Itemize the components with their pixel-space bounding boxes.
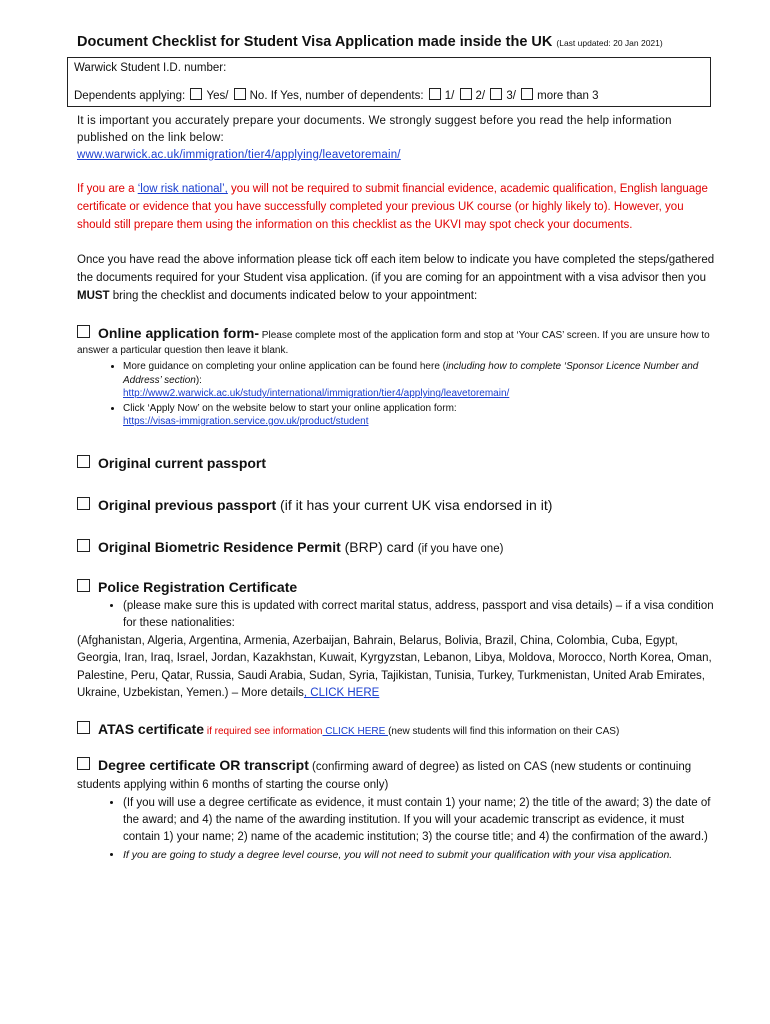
- bullet-italic: including how to complete ‘Sponsor Licence Number and Address’ section: [123, 361, 699, 386]
- stop-at-cas-text: stop at ‘Your CAS’ screen: [483, 330, 597, 341]
- opt4-label: more than 3: [537, 90, 599, 102]
- online-form-dash: -: [254, 325, 260, 341]
- dependents-row: [74, 88, 704, 102]
- warning-post: you will not be required to submit financial evidence, academic qualification, English language certificate or evidence that you have successfully completed your previous UK course (or highly likely to). However, you should still prepare them using the information on this checklist as the UKVI may spot check your documents.: [77, 183, 708, 231]
- low-risk-national-link[interactable]: ‘low risk national’,: [137, 183, 228, 195]
- police-heading: Police Registration Certificate: [98, 578, 298, 595]
- student-info-box: [67, 57, 711, 107]
- degree-heading: Degree certificate OR transcript: [98, 756, 309, 773]
- brp-rest: (BRP) card: [340, 538, 418, 555]
- passport-checkbox[interactable]: [77, 455, 90, 468]
- opt1-label: 1/: [444, 90, 455, 102]
- dependents-1-checkbox[interactable]: [429, 88, 441, 100]
- prev-passport-checkbox[interactable]: [77, 497, 90, 510]
- bullet-text-post: ):: [195, 374, 202, 386]
- low-risk-warning: [77, 180, 717, 234]
- online-form-section: [77, 325, 717, 429]
- police-checkbox[interactable]: [77, 579, 90, 592]
- title-text: Document Checklist for Student Visa Application made inside the UK: [77, 34, 553, 50]
- online-form-heading: Online application form: [98, 325, 255, 341]
- bullet-text: Click ‘Apply Now’ on the website below to start your online application form:: [123, 402, 457, 414]
- online-form-bullets: [77, 360, 717, 429]
- online-form-checkbox[interactable]: [77, 325, 90, 338]
- once-pre: Once you have read the above information please tick off each item below to indicate you have completed the steps/gathered the documents required for your Student visa application. (if you are coming for an appointment with a visa advisor then you: [77, 254, 715, 284]
- atas-click-here-link[interactable]: CLICK HERE: [322, 725, 389, 737]
- nations-text: (Afghanistan, Algeria, Argentina, Armenia, Azerbaijan, Bahrain, Belarus, Bolivia, Brazil, China, Colombia, Cuba, Egypt, Georgia, Iran, Iraq, Israel, Jordan, Kazakhstan, Kuwait, Kyrgyzstan, Lebanon, Libya, Moldova, Morocco, North Korea, Oman, Palestine, Peru, Qatar, Russia, Saudi Arabia, Sudan, Syria, Tajikistan, Tunisia, Turkey, Turkmenistan, United Arab Emirates, Ukraine, Uzbekistan, Yemen.) – More details: [77, 634, 712, 699]
- list-item: • (If you will use a degree certificate as evidence, it must contain 1) your name; 2) the title of the award; 3) the date of the award; and 4) the name of the awarding institution. If you will your academic transcript as evidence, it must contain 1) your name; 2) name of the academic institution; 3) the course title; and 4) the confirmation of the award.): [123, 795, 717, 846]
- no-label: No. If Yes, number of dependents:: [249, 90, 424, 102]
- once-post: bring the checklist and documents indicated below to your appointment:: [109, 290, 478, 302]
- intro-text: It is important you accurately prepare your documents. We strongly suggest before you read the help information published on the link below:: [77, 115, 672, 144]
- dependents-no-checkbox[interactable]: [234, 88, 246, 100]
- guidance-link[interactable]: http://www2.warwick.ac.uk/study/international/immigration/tier4/applying/leavetoremain/: [123, 388, 510, 399]
- degree-bullets: [77, 795, 717, 864]
- student-id-label: Warwick Student I.D. number:: [74, 62, 227, 74]
- online-form-desc: Please complete most of the application form and: [259, 330, 484, 341]
- police-click-here-link[interactable]: , CLICK HERE: [303, 687, 380, 699]
- online-form-desc-post: . If you are unsure how to answer a particular question then leave it blank.: [77, 330, 710, 356]
- brp-checkbox[interactable]: [77, 539, 90, 552]
- prev-passport-heading: Original previous passport: [98, 496, 277, 513]
- atas-section: [77, 721, 717, 739]
- atas-checkbox[interactable]: [77, 721, 90, 734]
- atas-heading: ATAS certificate: [98, 720, 205, 737]
- nationalities-list: [77, 633, 717, 703]
- apply-now-link[interactable]: https://visas-immigration.service.gov.uk/product/student: [123, 416, 369, 427]
- list-item: [123, 360, 717, 401]
- warning-pre: If you are a: [77, 183, 138, 195]
- list-item: • (please make sure this is updated with correct marital status, address, passport and visa details) – if a visa condition for these nationalities:: [123, 598, 717, 632]
- instructions-paragraph: [77, 251, 717, 305]
- atas-red-text: if required see information: [204, 725, 323, 737]
- atas-rest: (new students will find this information on their CAS): [388, 725, 620, 737]
- prev-passport-section: [77, 497, 717, 515]
- brp-small: (if you have one): [417, 542, 504, 555]
- yes-label: Yes/: [206, 90, 229, 102]
- opt3-label: 3/: [506, 90, 516, 102]
- page-title: [77, 34, 717, 51]
- degree-rest: (confirming award of degree) as listed on CAS (new students or continuing students applying within 6 months of starting the course only): [77, 760, 692, 791]
- dependents-yes-checkbox[interactable]: [190, 88, 202, 100]
- document-page: [74, 34, 717, 865]
- passport-heading: Original current passport: [98, 454, 267, 471]
- list-item: • If you are going to study a degree level course, you will not need to submit your qualification with your visa application.: [123, 847, 717, 864]
- list-item: [123, 402, 717, 429]
- dependents-3-checkbox[interactable]: [490, 88, 502, 100]
- bullet-text: More guidance on completing your online application can be found here (: [123, 361, 446, 372]
- intro-paragraph: [77, 113, 717, 164]
- dependents-2-checkbox[interactable]: [460, 88, 472, 100]
- dependents-more-checkbox[interactable]: [521, 88, 533, 100]
- prev-passport-rest: (if it has your current UK visa endorsed in it): [276, 496, 553, 513]
- police-bullets: [77, 598, 717, 632]
- leave-to-remain-link[interactable]: www.warwick.ac.uk/immigration/tier4/applying/leavetoremain/: [77, 149, 401, 161]
- dependents-label: Dependents applying:: [74, 90, 186, 102]
- last-updated: (Last updated: 20 Jan 2021): [556, 38, 663, 48]
- brp-heading: Original Biometric Residence Permit: [98, 538, 341, 555]
- degree-section: [77, 756, 717, 864]
- passport-section: [77, 455, 717, 473]
- degree-checkbox[interactable]: [77, 757, 90, 770]
- brp-section: [77, 539, 717, 557]
- must-text: MUST: [77, 290, 110, 302]
- police-section: [77, 579, 717, 703]
- opt2-label: 2/: [475, 90, 486, 102]
